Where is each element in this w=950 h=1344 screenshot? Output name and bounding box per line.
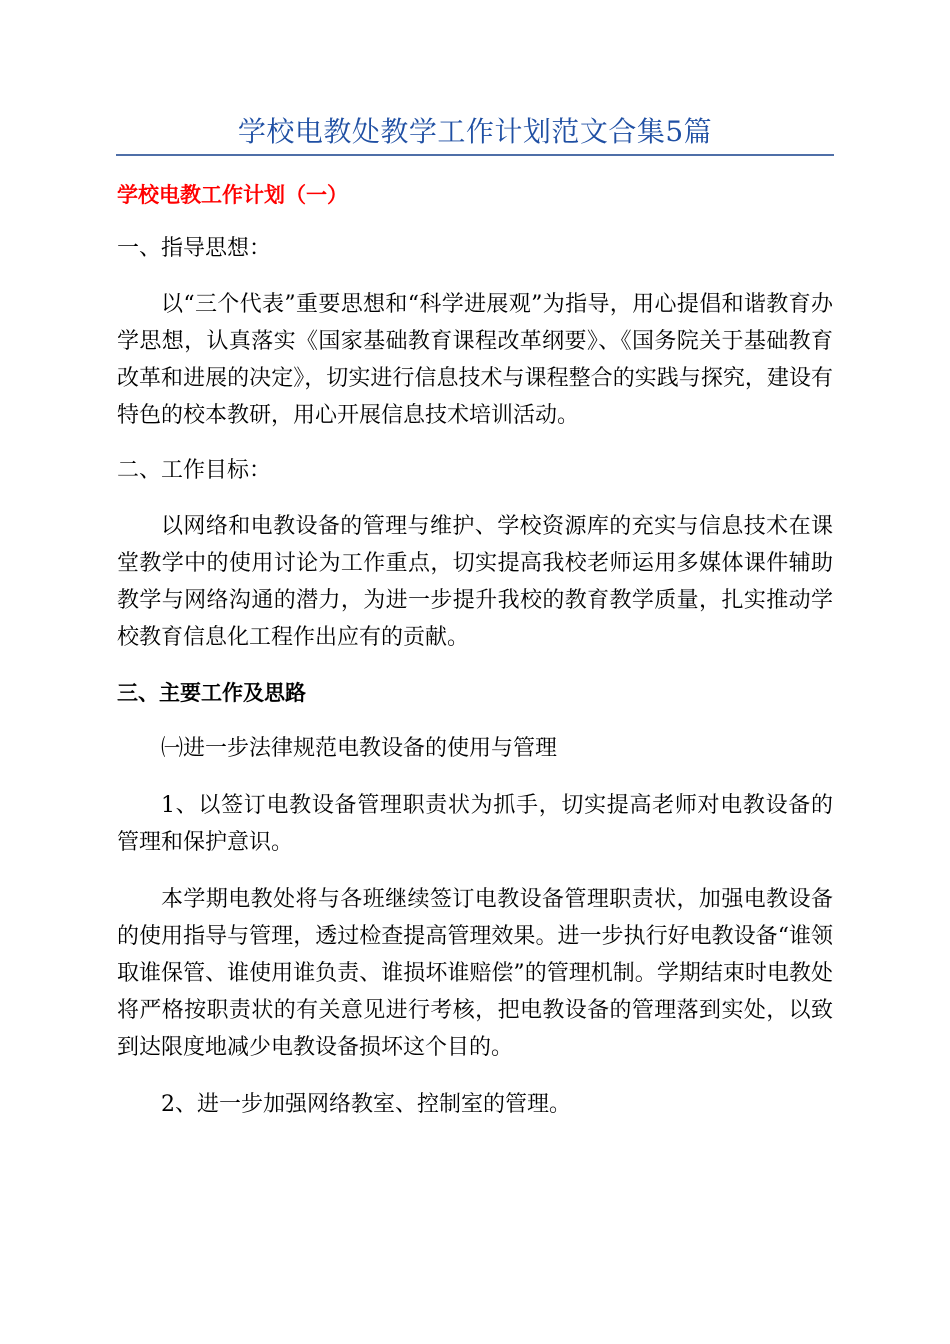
section-title: 学校电教工作计划（一） [117, 183, 348, 207]
paragraph-responsibility: 本学期电教处将与各班继续签订电教设备管理职责状，加强电教设备的使用指导与管理，透过检查提高管理效果。进一步执行好电教设备“谁领取谁保管、谁使用谁负责、谁损坏谁赔偿”的管理机制。学期结束时电教处将严格按职责状的有关意见进行考核，把电教设备的管理落到实处，以致到达限度地减少电教设备损坏这个目的。 [117, 887, 833, 1060]
list-item-1: 1、以签订电教设备管理职责状为抓手，切实提高老师对电教设备的管理和保护意识。 [117, 793, 833, 855]
heading-guiding-ideology: 一、指导思想： [117, 236, 272, 261]
document-title: 学校电教处教学工作计划范文合集5篇 [237, 115, 713, 148]
heading-main-work: 三、主要工作及思路 [117, 681, 306, 705]
heading-work-goals: 二、工作目标： [117, 458, 272, 483]
title-underline [116, 154, 834, 156]
document-body [117, 178, 833, 1143]
paragraph-guiding-ideology: 以“三个代表”重要思想和“科学进展观”为指导，用心提倡和谐教育办学思想，认真落实《国家基础教育课程改革纲要》、《国务院关于基础教育改革和进展的决定》，切实进行信息技术与课程整合的实践与探究，建设有特色的校本教研，用心开展信息技术培训活动。 [117, 292, 833, 428]
list-item-2: 2、进一步加强网络教室、控制室的管理。 [161, 1092, 571, 1117]
paragraph-work-goals: 以网络和电教设备的管理与维护、学校资源库的充实与信息技术在课堂教学中的使用讨论为工作重点，切实提高我校老师运用多媒体课件辅助教学与网络沟通的潜力，为进一步提升我校的教育教学质量，扎实推动学校教育信息化工程作出应有的贡献。 [117, 514, 833, 650]
subheading-equipment-management: ㈠进一步法律规范电教设备的使用与管理 [161, 736, 558, 761]
